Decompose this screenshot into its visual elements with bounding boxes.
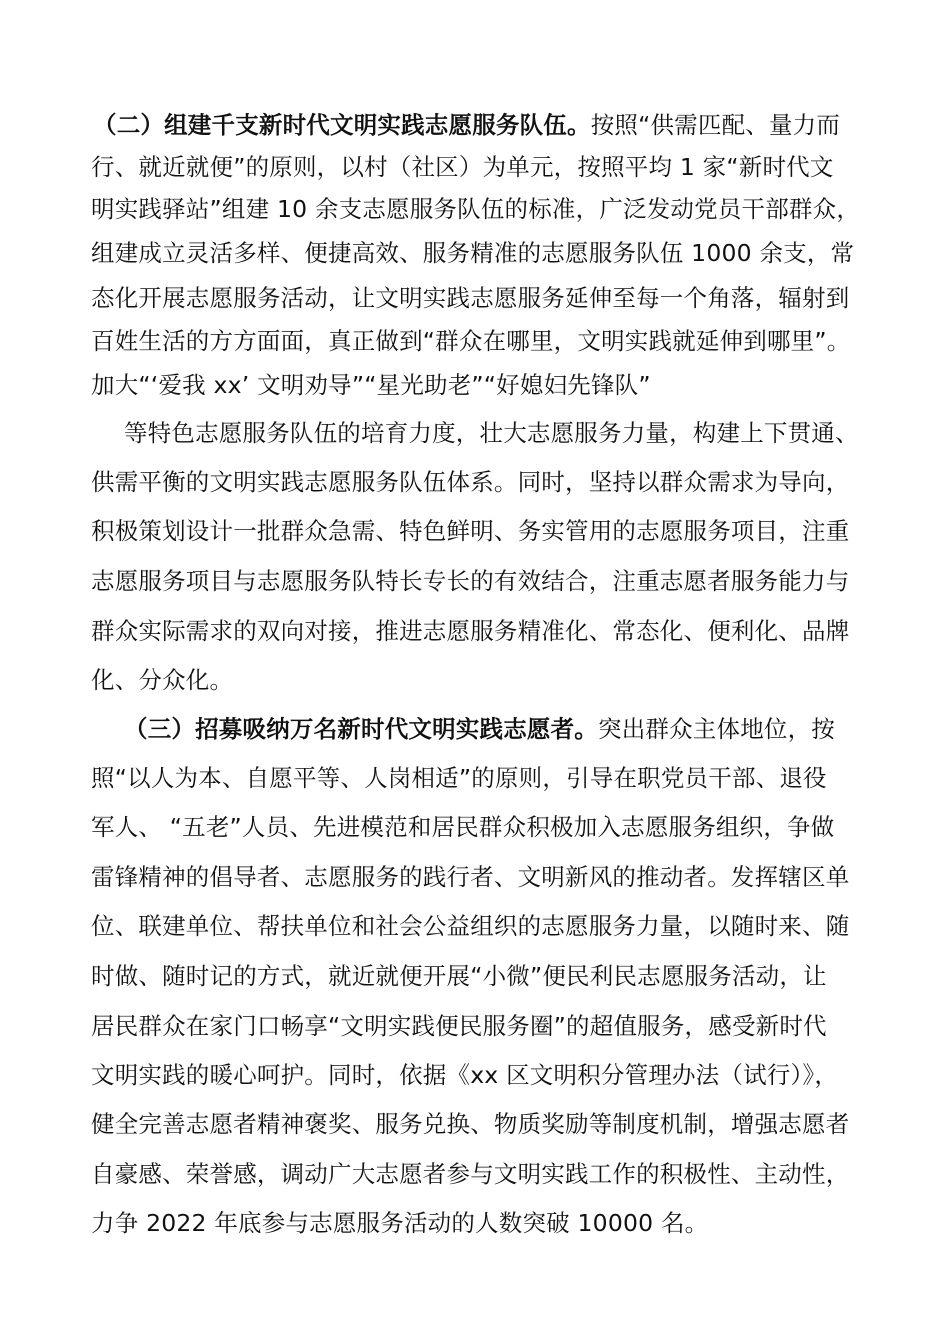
section-2-line-4: 态化开展志愿服务活动，让文明实践志愿服务延伸至每一个角落，辐射到	[91, 284, 850, 312]
section-2-heading: （二）组建千支新时代文明实践志愿服务队伍。	[93, 111, 591, 139]
section-3-line-6: 居民群众在家门口畅享“文明实践便民服务圈”的超值服务，感受新时代	[91, 1012, 827, 1040]
paragraph-2-line-3: 积极策划设计一批群众急需、特色鲜明、务实管用的志愿服务项目，注重	[91, 517, 850, 545]
paragraph-2-line-2: 供需平衡的文明实践志愿服务队伍体系。同时，坚持以群众需求为导向，	[91, 468, 850, 496]
section-3-line-9: 自豪感、荣誉感，调动广大志愿者参与文明实践工作的积极性、主动性，	[91, 1160, 850, 1188]
section-2-intro-text: 按照“供需匹配、量力而	[590, 111, 841, 139]
section-2-line-1: 行、就近就便”的原则，以村（社区）为单元，按照平均 1 家“新时代文	[91, 153, 834, 181]
section-3-intro-text: 突出群众主体地位，按	[598, 715, 835, 743]
section-3-line-5: 时做、随时记的方式，就近就便开展“小微”便民利民志愿服务活动，让	[91, 962, 827, 990]
section-3-line-8: 健全完善志愿者精神褒奖、服务兑换、物质奖励等制度机制，增强志愿者	[91, 1110, 850, 1138]
section-2-line-2: 明实践驿站”组建 10 余支志愿服务队伍的标准，广泛发动党员干部群众，	[91, 195, 861, 223]
section-2-line-6: 加大“‘爱我 xx’ 文明劝导”“星光助老”“好媳妇先锋队”	[91, 371, 651, 399]
section-3-line-10: 力争 2022 年底参与志愿服务活动的人数突破 10000 名。	[91, 1209, 709, 1237]
section-3-heading: （三）招募吸纳万名新时代文明实践志愿者。	[124, 715, 598, 743]
paragraph-2-line-5: 群众实际需求的双向对接，推进志愿服务精准化、常态化、便利化、品牌	[91, 617, 850, 645]
paragraph-2-line-4: 志愿服务项目与志愿服务队特长专长的有效结合，注重志愿者服务能力与	[91, 567, 850, 595]
section-3-first-line	[124, 714, 835, 744]
section-2-first-line	[93, 110, 840, 140]
paragraph-2-line-1: 等特色志愿服务队伍的培育力度，壮大志愿服务力量，构建上下贯通、	[124, 419, 859, 447]
section-3-line-7: 文明实践的暖心呵护。同时，依据《xx 区文明积分管理办法（试行）》，	[91, 1061, 839, 1089]
section-3-line-2: 军人、 “五老”人员、先进模范和居民群众积极加入志愿服务组织，争做	[91, 813, 835, 841]
section-2-line-5: 百姓生活的方方面面，真正做到“群众在哪里，文明实践就延伸到哪里”。	[91, 327, 851, 355]
section-3-line-1: 照“以人为本、自愿平等、人岗相适”的原则，引导在职党员干部、退役	[91, 764, 827, 792]
section-3-line-3: 雷锋精神的倡导者、志愿服务的践行者、文明新风的推动者。发挥辖区单	[91, 863, 850, 891]
section-3-line-4: 位、联建单位、帮扶单位和社会公益组织的志愿服务力量，以随时来、随	[91, 912, 850, 940]
section-2-line-3: 组建成立灵活多样、便捷高效、服务精准的志愿服务队伍 1000 余支，常	[91, 239, 855, 267]
paragraph-2-line-6: 化、分众化。	[91, 666, 234, 694]
